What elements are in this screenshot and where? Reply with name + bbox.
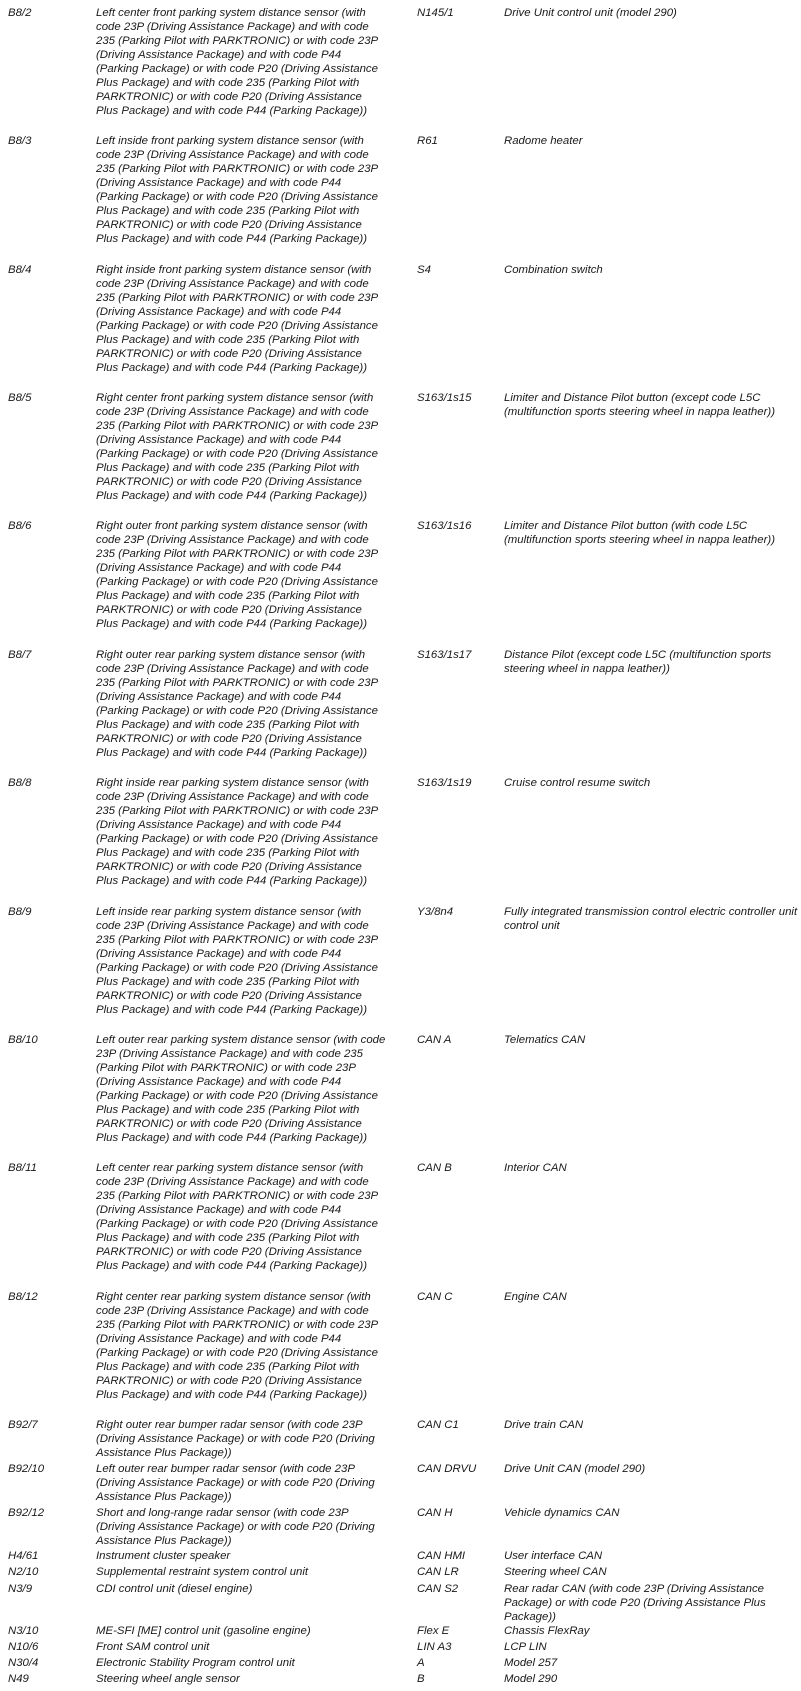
component-code: CAN HMI	[417, 1550, 466, 1562]
component-code: Flex E	[417, 1625, 450, 1637]
component-description: Left outer rear bumper radar sensor (with code 23P (Driving Assistance Package) or with code P20 (Driving Assistance Plus Package))	[96, 1463, 375, 1503]
component-description: Drive train CAN	[504, 1419, 584, 1431]
component-code: N3/10	[8, 1625, 39, 1637]
component-description: CDI control unit (diesel engine)	[96, 1583, 253, 1595]
component-code: B92/10	[8, 1463, 45, 1475]
component-description: Left inside rear parking system distance sensor (with code 23P (Driving Assistance Package) and with code 235 (Parking Pilot with PARKTRONIC) or with code 23P (Driving Assistance Package) and with code P44 (Parking Package) or with code P20 (Driving Assistance Plus Package) and with code 235 (Parking Pilot with PARKTRONIC) or with code P20 (Driving Assistance Plus Package) and with code P44 (Parking Package))	[96, 906, 378, 1016]
component-description: Left center front parking system distance sensor (with code 23P (Driving Assistance Package) and with code 235 (Parking Pilot with PARKTRONIC) or with code 23P (Driving Assistance Package) and with code P44 (Parking Package) or with code P20 (Driving Assistance Plus Package) and with code 235 (Parking Pilot with PARKTRONIC) or with code P20 (Driving Assistance Plus Package) and with code P44 (Parking Package))	[96, 7, 378, 117]
component-code: N10/6	[8, 1641, 39, 1653]
component-description: Model 290	[504, 1673, 558, 1685]
component-description: Engine CAN	[504, 1291, 567, 1303]
component-code: B8/9	[8, 906, 32, 918]
component-description: Limiter and Distance Pilot button (with code L5C (multifunction sports steering wheel in nappa leather))	[504, 520, 775, 546]
component-code: B8/8	[8, 777, 32, 789]
component-code: Y3/8n4	[417, 906, 454, 918]
component-code: B8/10	[8, 1034, 38, 1046]
component-code: A	[417, 1657, 425, 1669]
component-description: Fully integrated transmission control electric controller unit control unit	[504, 906, 798, 932]
component-description: Supplemental restraint system control unit	[96, 1566, 309, 1578]
component-description: Steering wheel CAN	[504, 1566, 607, 1578]
component-description: LCP LIN	[504, 1641, 547, 1653]
component-description: Left center rear parking system distance sensor (with code 23P (Driving Assistance Package) and with code 235 (Parking Pilot with PARKTRONIC) or with code 23P (Driving Assistance Package) and with code P44 (Parking Package) or with code P20 (Driving Assistance Plus Package) and with code 235 (Parking Pilot with PARKTRONIC) or with code P20 (Driving Assistance Plus Package) and with code P44 (Parking Package))	[96, 1162, 378, 1272]
component-description: Telematics CAN	[504, 1034, 586, 1046]
component-description: Chassis FlexRay	[504, 1625, 590, 1637]
component-code: S163/1s19	[417, 777, 472, 789]
component-code: B8/11	[8, 1162, 37, 1174]
component-code: R61	[417, 135, 438, 147]
component-code: B8/4	[8, 264, 32, 276]
component-code: B92/7	[8, 1419, 38, 1431]
component-description: Limiter and Distance Pilot button (except code L5C (multifunction sports steering wheel in nappa leather))	[504, 392, 775, 418]
component-description: Distance Pilot (except code L5C (multifunction sports steering wheel in nappa leather))	[504, 649, 772, 675]
component-description: Radome heater	[504, 135, 583, 147]
component-code: CAN S2	[417, 1583, 459, 1595]
component-description: Short and long-range radar sensor (with code 23P (Driving Assistance Package) or with code P20 (Driving Assistance Plus Package))	[96, 1507, 375, 1547]
component-description: Right inside front parking system distance sensor (with code 23P (Driving Assistance Package) and with code 235 (Parking Pilot with PARKTRONIC) or with code 23P (Driving Assistance Package) and with code P44 (Parking Package) or with code P20 (Driving Assistance Plus Package) and with code 235 (Parking Pilot with PARKTRONIC) or with code P20 (Driving Assistance Plus Package) and with code P44 (Parking Package))	[96, 264, 378, 374]
component-code: B8/12	[8, 1291, 38, 1303]
component-code: B92/12	[8, 1507, 45, 1519]
component-code: B8/7	[8, 649, 32, 661]
component-description: Rear radar CAN (with code 23P (Driving Assistance Package) or with code P20 (Driving Assistance Plus Package))	[504, 1583, 766, 1623]
component-code: CAN DRVU	[417, 1463, 477, 1475]
component-description: Right outer front parking system distance sensor (with code 23P (Driving Assistance Package) and with code 235 (Parking Pilot with PARKTRONIC) or with code 23P (Driving Assistance Package) and with code P44 (Parking Package) or with code P20 (Driving Assistance Plus Package) and with code 235 (Parking Pilot with PARKTRONIC) or with code P20 (Driving Assistance Plus Package) and with code P44 (Parking Package))	[96, 520, 378, 630]
component-description: Right outer rear bumper radar sensor (with code 23P (Driving Assistance Package) or with code P20 (Driving Assistance Plus Package))	[96, 1419, 375, 1459]
component-description: Combination switch	[504, 264, 603, 276]
component-description: ME-SFI [ME] control unit (gasoline engine)	[96, 1625, 311, 1637]
component-description: Left outer rear parking system distance sensor (with code 23P (Driving Assistance Package) and with code 235 (Parking Pilot with PARKTRONIC) or with code 23P (Driving Assistance Package) and with code P44 (Parking Package) or with code P20 (Driving Assistance Plus Package) and with code 235 (Parking Pilot with PARKTRONIC) or with code P20 (Driving Assistance Plus Package) and with code P44 (Parking Package))	[96, 1034, 386, 1144]
component-description: Vehicle dynamics CAN	[504, 1507, 620, 1519]
component-description: Model 257	[504, 1657, 558, 1669]
component-code: N3/9	[8, 1583, 33, 1595]
component-code: CAN A	[417, 1034, 452, 1046]
component-description: Interior CAN	[504, 1162, 567, 1174]
component-code: S163/1s15	[417, 392, 472, 404]
component-description: Drive Unit control unit (model 290)	[504, 7, 677, 19]
component-code: N2/10	[8, 1566, 39, 1578]
component-code: N49	[8, 1673, 29, 1685]
component-code: H4/61	[8, 1550, 39, 1562]
component-code: CAN B	[417, 1162, 452, 1174]
component-code: LIN A3	[417, 1641, 452, 1653]
component-code: N145/1	[417, 7, 454, 19]
component-code: S163/1s17	[417, 649, 472, 661]
component-description: Right center rear parking system distance sensor (with code 23P (Driving Assistance Package) and with code 235 (Parking Pilot with PARKTRONIC) or with code 23P (Driving Assistance Package) and with code P44 (Parking Package) or with code P20 (Driving Assistance Plus Package) and with code 235 (Parking Pilot with PARKTRONIC) or with code P20 (Driving Assistance Plus Package) and with code P44 (Parking Package))	[96, 1291, 378, 1401]
component-description: Cruise control resume switch	[504, 777, 651, 789]
component-code: B8/3	[8, 135, 32, 147]
component-description: Right inside rear parking system distance sensor (with code 23P (Driving Assistance Package) and with code 235 (Parking Pilot with PARKTRONIC) or with code 23P (Driving Assistance Package) and with code P44 (Parking Package) or with code P20 (Driving Assistance Plus Package) and with code 235 (Parking Pilot with PARKTRONIC) or with code P20 (Driving Assistance Plus Package) and with code P44 (Parking Package))	[96, 777, 378, 887]
component-description: Instrument cluster speaker	[96, 1550, 231, 1562]
component-description: Drive Unit CAN (model 290)	[504, 1463, 646, 1475]
component-code: S4	[417, 264, 431, 276]
component-description: Steering wheel angle sensor	[96, 1673, 240, 1685]
component-code: B	[417, 1673, 425, 1685]
component-description: User interface CAN	[504, 1550, 603, 1562]
component-description: Front SAM control unit	[96, 1641, 210, 1653]
component-code: B8/5	[8, 392, 32, 404]
component-code: S163/1s16	[417, 520, 472, 532]
component-description: Electronic Stability Program control unit	[96, 1657, 295, 1669]
component-description: Right outer rear parking system distance sensor (with code 23P (Driving Assistance Package) and with code 235 (Parking Pilot with PARKTRONIC) or with code 23P (Driving Assistance Package) and with code P44 (Parking Package) or with code P20 (Driving Assistance Plus Package) and with code 235 (Parking Pilot with PARKTRONIC) or with code P20 (Driving Assistance Plus Package) and with code P44 (Parking Package))	[96, 649, 378, 759]
component-code: N30/4	[8, 1657, 39, 1669]
component-code: CAN C	[417, 1291, 453, 1303]
component-description: Left inside front parking system distance sensor (with code 23P (Driving Assistance Package) and with code 235 (Parking Pilot with PARKTRONIC) or with code 23P (Driving Assistance Package) and with code P44 (Parking Package) or with code P20 (Driving Assistance Plus Package) and with code 235 (Parking Pilot with PARKTRONIC) or with code P20 (Driving Assistance Plus Package) and with code P44 (Parking Package))	[96, 135, 378, 245]
component-code: CAN C1	[417, 1419, 459, 1431]
component-code: B8/2	[8, 7, 32, 19]
component-code: CAN LR	[417, 1566, 459, 1578]
component-code: B8/6	[8, 520, 32, 532]
component-code: CAN H	[417, 1507, 453, 1519]
component-description: Right center front parking system distance sensor (with code 23P (Driving Assistance Package) and with code 235 (Parking Pilot with PARKTRONIC) or with code 23P (Driving Assistance Package) and with code P44 (Parking Package) or with code P20 (Driving Assistance Plus Package) and with code 235 (Parking Pilot with PARKTRONIC) or with code P20 (Driving Assistance Plus Package) and with code P44 (Parking Package))	[96, 392, 378, 502]
